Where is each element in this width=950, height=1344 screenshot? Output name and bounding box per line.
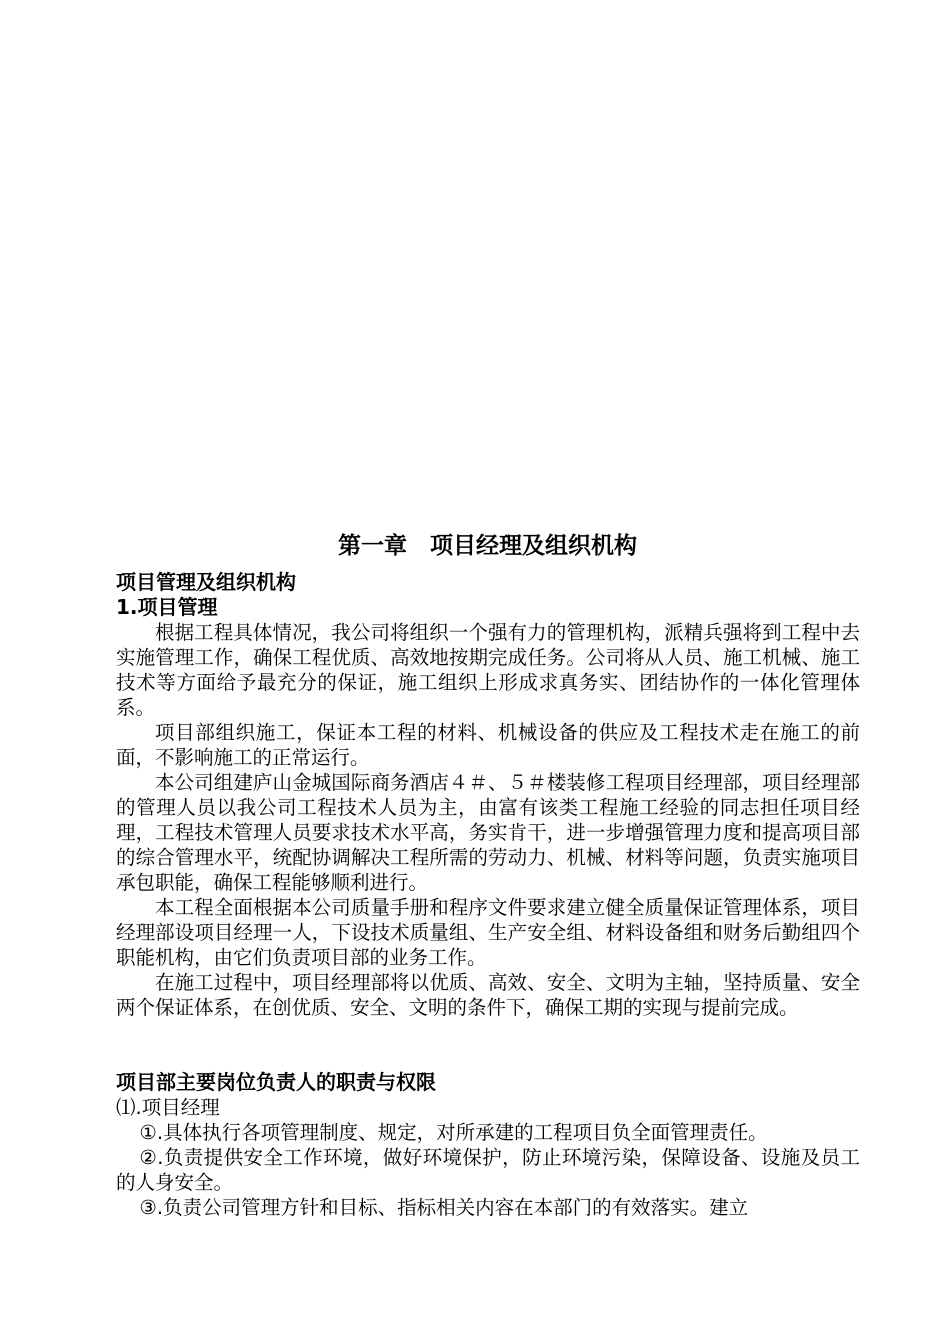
spacer [116, 1020, 860, 1070]
list-item: ③.负责公司管理方针和目标、指标相关内容在本部门的有效落实。建立 [139, 1196, 749, 1219]
paragraph: 在施工过程中，项目经理部将以优质、高效、安全、文明为主轴，坚持质量、安全两个保证体系，在创优质、安全、文明的条件下，确保工期的实现与提前完成。 [116, 971, 860, 1019]
subheading-project-manager: ⑴.项目经理 [116, 1096, 220, 1119]
paragraph: 根据工程具体情况，我公司将组织一个强有力的管理机构，派精兵强将到工程中去实施管理工作，确保工程优质、高效地按期完成任务。公司将从人员、施工机械、施工技术等方面给予最充分的保证，施工组织上形成求真务实、团结协作的一体化管理体系。 [116, 621, 860, 719]
section-heading-responsibilities: 项目部主要岗位负责人的职责与权限 [116, 1070, 436, 1094]
document-body [116, 570, 860, 1220]
subheading-project-management: 1.项目管理 [116, 595, 218, 619]
list-item: ②.负责提供安全工作环境，做好环境保护，防止环境污染，保障设备、设施及员工的人身安全。 [116, 1146, 860, 1194]
chapter-title: 第一章 项目经理及组织机构 [338, 533, 637, 559]
list-item: ①.具体执行各项管理制度、规定，对所承建的工程项目负全面管理责任。 [139, 1121, 768, 1144]
section-heading-project-management: 项目管理及组织机构 [116, 570, 296, 594]
paragraph: 本工程全面根据本公司质量手册和程序文件要求建立健全质量保证管理体系，项目经理部设项目经理一人，下设技术质量组、生产安全组、材料设备组和财务后勤组四个职能机构，由它们负责项目部的业务工作。 [116, 896, 860, 969]
paragraph: 本公司组建庐山金城国际商务酒店４＃、５＃楼装修工程项目经理部，项目经理部的管理人员以我公司工程技术人员为主，由富有该类工程施工经验的同志担任项目经理，工程技术管理人员要求技术水平高，务实肯干，进一步增强管理力度和提高项目部的综合管理水平，统配协调解决工程所需的劳动力、机械、材料等问题，负责实施项目承包职能，确保工程能够顺利进行。 [116, 771, 860, 894]
paragraph: 项目部组织施工，保证本工程的材料、机械设备的供应及工程技术走在施工的前面，不影响施工的正常运行。 [116, 721, 860, 769]
